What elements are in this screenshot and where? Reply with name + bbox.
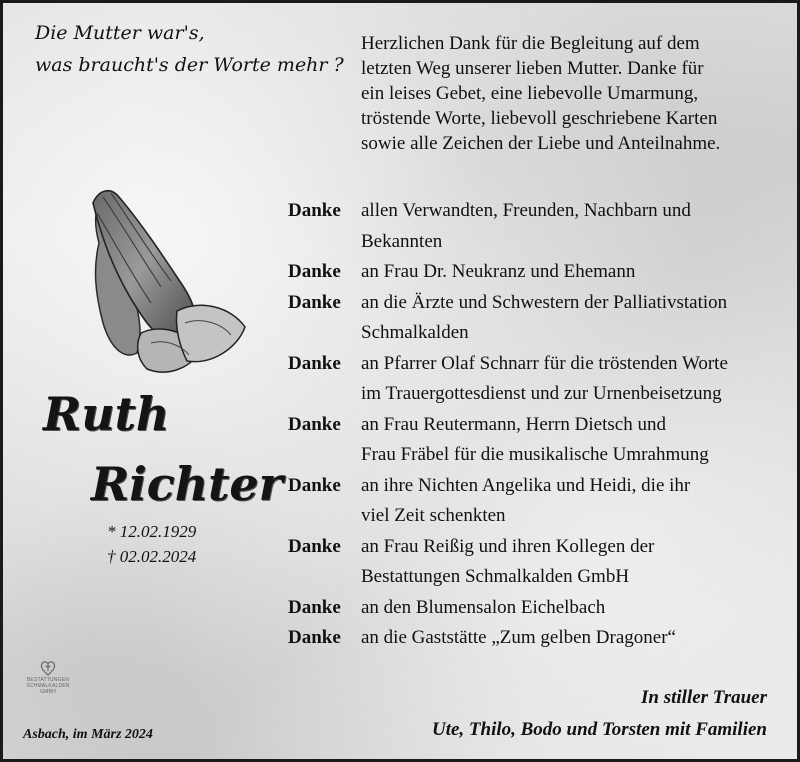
- logo-text-2: SCHMALKALDEN: [26, 683, 70, 689]
- funeral-home-logo: [25, 659, 71, 707]
- signature-line-1: In stiller Trauer: [641, 687, 767, 708]
- thanks-text: viel Zeit schenkten: [361, 505, 506, 526]
- thanks-word: [288, 562, 361, 593]
- thanks-text: Schmalkalden: [361, 322, 469, 343]
- thanks-text: im Trauergottesdienst und zur Urnenbeisetzung: [361, 383, 722, 404]
- thanks-word: [288, 379, 361, 410]
- motto-line-2: was braucht's der Worte mehr ?: [35, 54, 344, 76]
- motto: [35, 17, 344, 81]
- thanks-text: an die Gaststätte „Zum gelben Dragoner“: [361, 627, 676, 648]
- thanks-word: Danke: [288, 596, 341, 618]
- thanks-row: [288, 196, 788, 227]
- thanks-row: [288, 288, 788, 319]
- intro-text: [361, 31, 781, 156]
- death-date: † 02.02.2024: [107, 547, 197, 566]
- thanks-word: Danke: [288, 291, 341, 313]
- thanks-word: [288, 501, 361, 532]
- thanks-text: an die Ärzte und Schwestern der Palliativstation: [361, 291, 728, 313]
- deceased-first-name: Ruth: [43, 387, 170, 441]
- thanks-word: [288, 440, 361, 471]
- thanks-row: [288, 501, 788, 532]
- thanks-word: Danke: [288, 474, 341, 496]
- thanks-row: [288, 379, 788, 410]
- thanks-list: [288, 196, 788, 654]
- thanks-word: Danke: [288, 413, 341, 435]
- signature-line-2: Ute, Thilo, Bodo und Torsten mit Familien: [431, 719, 767, 740]
- thanks-word: [288, 227, 361, 258]
- thanks-text: Frau Fräbel für die musikalische Umrahmung: [361, 444, 709, 465]
- intro-line: sowie alle Zeichen der Liebe und Anteilnahme.: [361, 133, 721, 154]
- thanks-word: Danke: [288, 352, 341, 374]
- thanks-text: Bestattungen Schmalkalden GmbH: [361, 566, 630, 587]
- thanks-row: [288, 532, 788, 563]
- heart-cross-icon: [39, 659, 57, 677]
- intro-line: Herzlichen Dank für die Begleitung auf dem: [361, 33, 700, 54]
- thanks-row: [288, 349, 788, 380]
- thanks-text: an Frau Reutermann, Herrn Dietsch und: [361, 413, 666, 435]
- intro-line: letzten Weg unserer lieben Mutter. Danke für: [361, 58, 704, 79]
- motto-line-1: Die Mutter war's,: [35, 22, 205, 44]
- intro-line: tröstende Worte, liebevoll geschriebene Karten: [361, 108, 718, 129]
- thanks-text: an Pfarrer Olaf Schnarr für die tröstenden Worte: [361, 352, 728, 374]
- thanks-word: [288, 318, 361, 349]
- thanks-text: an Frau Dr. Neukranz und Ehemann: [361, 261, 636, 282]
- thanks-row: [288, 410, 788, 441]
- thanks-text: allen Verwandten, Freunden, Nachbarn und: [361, 200, 691, 221]
- thanks-word: Danke: [288, 627, 341, 648]
- deceased-last-name: Richter: [91, 457, 283, 511]
- birth-date: * 12.02.1929: [107, 522, 197, 541]
- thanks-row: [288, 593, 788, 624]
- logo-text-3: GMBH: [40, 689, 56, 695]
- thanks-word: Danke: [288, 535, 341, 557]
- thanks-row: [288, 623, 788, 654]
- thanks-text: an ihre Nichten Angelika und Heidi, die ihr: [361, 474, 691, 496]
- thanks-row: [288, 257, 788, 288]
- life-dates: [107, 519, 196, 569]
- thanks-word: Danke: [288, 200, 341, 221]
- logo-text-1: BESTATTUNGEN: [26, 677, 70, 683]
- thanks-row: [288, 471, 788, 502]
- praying-hands-icon: [81, 183, 249, 395]
- thanks-text: Bekannten: [361, 230, 443, 252]
- thanks-row: [288, 318, 788, 349]
- thanks-text: an den Blumensalon Eichelbach: [361, 596, 606, 618]
- thanks-row: [288, 440, 788, 471]
- intro-line: ein leises Gebet, eine liebevolle Umarmung,: [361, 83, 699, 104]
- thanks-text: an Frau Reißig und ihren Kollegen der: [361, 535, 655, 557]
- place-date: Asbach, im März 2024: [23, 727, 153, 742]
- thanks-word: Danke: [288, 261, 341, 282]
- thanks-row: [288, 562, 788, 593]
- thanks-row: [288, 227, 788, 258]
